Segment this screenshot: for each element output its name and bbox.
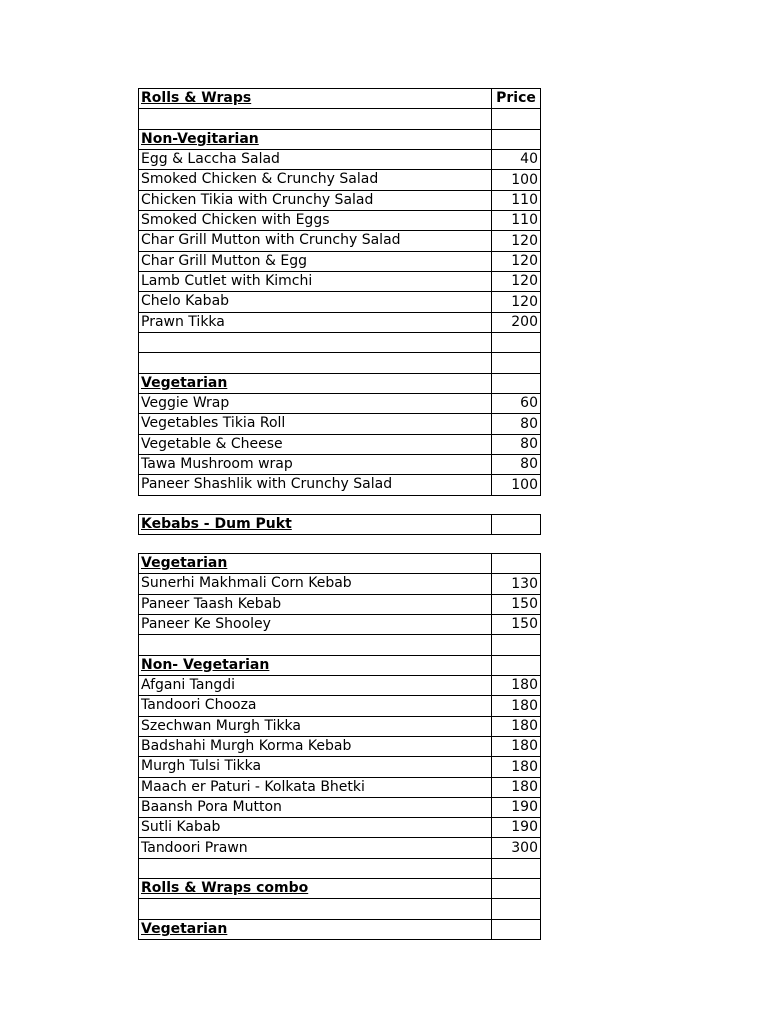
category-row xyxy=(139,553,541,573)
item-name: Paneer Taash Kebab xyxy=(139,594,492,614)
item-name: Tandoori Chooza xyxy=(139,696,492,716)
item-name: Smoked Chicken & Crunchy Salad xyxy=(139,170,492,190)
menu-item-row xyxy=(139,149,541,169)
item-name: Char Grill Mutton with Crunchy Salad xyxy=(139,231,492,251)
item-name: Szechwan Murgh Tikka xyxy=(139,716,492,736)
item-name: Chelo Kabab xyxy=(139,292,492,312)
menu-item-row xyxy=(139,170,541,190)
category-label: Vegetarian xyxy=(139,553,492,573)
section-header-row xyxy=(139,89,541,109)
category-row xyxy=(139,655,541,675)
item-name: Murgh Tulsi Tikka xyxy=(139,757,492,777)
item-name: Badshahi Murgh Korma Kebab xyxy=(139,736,492,756)
item-price: 180 xyxy=(492,777,541,797)
item-price: 80 xyxy=(492,434,541,454)
empty-price-cell xyxy=(492,655,541,675)
empty-price-cell xyxy=(492,919,541,939)
menu-item-row xyxy=(139,716,541,736)
item-name: Maach er Paturi - Kolkata Bhetki xyxy=(139,777,492,797)
category-label: Non- Vegetarian xyxy=(139,655,492,675)
item-price: 300 xyxy=(492,838,541,858)
item-price: 80 xyxy=(492,414,541,434)
blank-row xyxy=(139,635,541,655)
menu-item-row xyxy=(139,818,541,838)
item-price: 110 xyxy=(492,210,541,230)
menu-item-row xyxy=(139,231,541,251)
category-label: Vegetarian xyxy=(139,373,492,393)
section-title: Rolls & Wraps xyxy=(139,89,492,109)
empty-price-cell xyxy=(492,109,541,129)
item-name: Afgani Tangdi xyxy=(139,675,492,695)
item-price: 180 xyxy=(492,736,541,756)
menu-table-0 xyxy=(138,88,541,496)
menu-item-row xyxy=(139,414,541,434)
empty-price-cell xyxy=(492,879,541,899)
menu-sheet xyxy=(138,88,538,958)
empty-cell xyxy=(139,858,492,878)
empty-cell xyxy=(139,109,492,129)
menu-item-row xyxy=(139,696,541,716)
item-name: Sunerhi Makhmali Corn Kebab xyxy=(139,574,492,594)
menu-item-row xyxy=(139,777,541,797)
menu-item-row xyxy=(139,594,541,614)
category-label: Non-Vegitarian xyxy=(139,129,492,149)
blank-row xyxy=(139,353,541,373)
menu-item-row xyxy=(139,675,541,695)
blank-row xyxy=(139,332,541,352)
menu-table-1 xyxy=(138,514,541,535)
menu-item-row xyxy=(139,190,541,210)
item-name: Paneer Ke Shooley xyxy=(139,614,492,634)
menu-table-2 xyxy=(138,553,541,940)
empty-price-cell xyxy=(492,373,541,393)
empty-price-cell xyxy=(492,353,541,373)
empty-price-cell xyxy=(492,332,541,352)
item-name: Prawn Tikka xyxy=(139,312,492,332)
empty-price-cell xyxy=(492,899,541,919)
empty-price-cell xyxy=(492,553,541,573)
item-price: 100 xyxy=(492,475,541,495)
item-name: Lamb Cutlet with Kimchi xyxy=(139,271,492,291)
item-name: Egg & Laccha Salad xyxy=(139,149,492,169)
item-price: 190 xyxy=(492,818,541,838)
menu-item-row xyxy=(139,251,541,271)
section-header-row xyxy=(139,879,541,899)
section-header-row xyxy=(139,514,541,534)
category-row xyxy=(139,919,541,939)
item-name: Vegetables Tikia Roll xyxy=(139,414,492,434)
item-name: Paneer Shashlik with Crunchy Salad xyxy=(139,475,492,495)
blank-row xyxy=(139,858,541,878)
menu-item-row xyxy=(139,393,541,413)
item-price: 150 xyxy=(492,614,541,634)
item-name: Tawa Mushroom wrap xyxy=(139,454,492,474)
item-price: 180 xyxy=(492,675,541,695)
menu-item-row xyxy=(139,312,541,332)
item-name: Char Grill Mutton & Egg xyxy=(139,251,492,271)
menu-item-row xyxy=(139,797,541,817)
item-name: Vegetable & Cheese xyxy=(139,434,492,454)
item-price: 120 xyxy=(492,271,541,291)
item-price: 150 xyxy=(492,594,541,614)
menu-item-row xyxy=(139,757,541,777)
menu-item-row xyxy=(139,434,541,454)
item-price: 120 xyxy=(492,231,541,251)
item-price: 200 xyxy=(492,312,541,332)
item-name: Baansh Pora Mutton xyxy=(139,797,492,817)
empty-cell xyxy=(139,899,492,919)
item-price: 180 xyxy=(492,696,541,716)
menu-item-row xyxy=(139,271,541,291)
blank-row xyxy=(139,109,541,129)
item-price: 110 xyxy=(492,190,541,210)
menu-item-row xyxy=(139,454,541,474)
item-price: 120 xyxy=(492,292,541,312)
empty-cell xyxy=(139,332,492,352)
menu-item-row xyxy=(139,292,541,312)
menu-item-row xyxy=(139,574,541,594)
menu-item-row xyxy=(139,475,541,495)
item-price: 60 xyxy=(492,393,541,413)
empty-price-cell xyxy=(492,129,541,149)
menu-item-row xyxy=(139,614,541,634)
item-price: 130 xyxy=(492,574,541,594)
menu-item-row xyxy=(139,210,541,230)
empty-cell xyxy=(139,635,492,655)
section-title: Rolls & Wraps combo xyxy=(139,879,492,899)
item-price: 120 xyxy=(492,251,541,271)
item-name: Tandoori Prawn xyxy=(139,838,492,858)
empty-cell xyxy=(139,353,492,373)
empty-price-cell xyxy=(492,635,541,655)
item-price: 180 xyxy=(492,716,541,736)
blank-row xyxy=(139,899,541,919)
item-price: 100 xyxy=(492,170,541,190)
item-price: 80 xyxy=(492,454,541,474)
item-price: 40 xyxy=(492,149,541,169)
empty-price-cell xyxy=(492,858,541,878)
category-row xyxy=(139,129,541,149)
item-name: Chicken Tikia with Crunchy Salad xyxy=(139,190,492,210)
price-column-header xyxy=(492,514,541,534)
item-name: Veggie Wrap xyxy=(139,393,492,413)
menu-item-row xyxy=(139,736,541,756)
category-row xyxy=(139,373,541,393)
item-name: Sutli Kabab xyxy=(139,818,492,838)
item-price: 190 xyxy=(492,797,541,817)
section-title: Kebabs - Dum Pukt xyxy=(139,514,492,534)
item-price: 180 xyxy=(492,757,541,777)
menu-item-row xyxy=(139,838,541,858)
category-label: Vegetarian xyxy=(139,919,492,939)
price-column-header: Price xyxy=(492,89,541,109)
item-name: Smoked Chicken with Eggs xyxy=(139,210,492,230)
